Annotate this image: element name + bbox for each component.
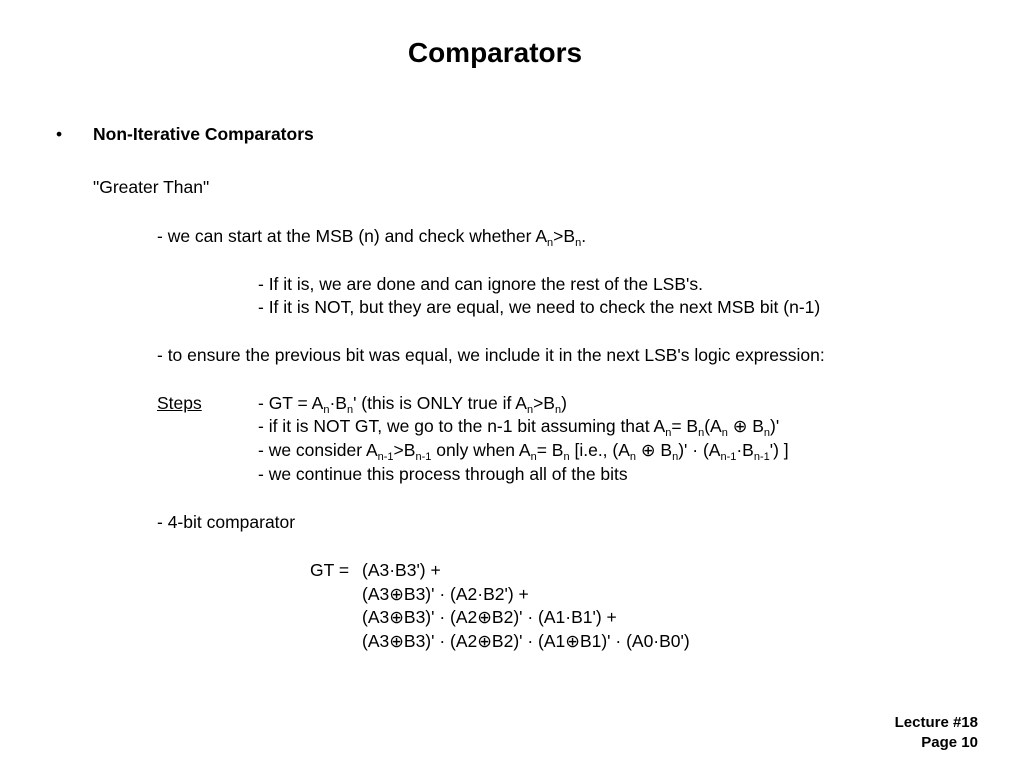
steps-label: Steps	[157, 393, 202, 413]
equation-term-1: (A3·B3') +	[362, 560, 441, 580]
line-if-it-is: - If it is, we are done and can ignore the rest of the LSB's.	[258, 274, 703, 294]
footer-page: Page 10	[921, 734, 978, 751]
line-4bit-comparator: - 4-bit comparator	[157, 512, 296, 532]
bullet: •	[56, 124, 63, 144]
step-1: - GT = $A_n\cdot B_n'$ (this is ONLY true if $A_n>B_n$)	[258, 393, 567, 416]
step-4: - we continue this process through all of the bits	[258, 464, 628, 484]
gt-label: GT =	[310, 560, 350, 580]
equation-term-3: (A3⊕B3)' · (A2⊕B2)' · (A1·B1') +	[362, 607, 617, 627]
slide-title: Comparators	[407, 37, 583, 68]
line-if-not: - If it is NOT, but they are equal, we need to check the next MSB bit (n-1)	[258, 297, 821, 317]
section-heading: Non-Iterative Comparators	[93, 124, 314, 144]
step-3: - we consider $A_{n-1}>B_{n-1}$ only when $A_n= B_n$ [i.e., ($A_n$ ⊕ $B_n)' \cdot (A_{n-1}\cdot B_{n-1}')$ ]	[258, 440, 789, 463]
line-ensure-previous: - to ensure the previous bit was equal, we include it in the next LSB's logic expression:	[157, 345, 825, 365]
footer-lecture: Lecture #18	[894, 714, 978, 731]
line-msb-check: - we can start at the MSB (n) and check whether $A_n>B_n$.	[157, 226, 587, 249]
step-2: - if it is NOT GT, we go to the n-1 bit assuming that $A_n= B_n(A_n$ ⊕ $B_n)'$	[258, 416, 780, 439]
subheading-greater-than: "Greater Than"	[93, 177, 210, 197]
equation-term-4: (A3⊕B3)' · (A2⊕B2)' · (A1⊕B1)' · (A0·B0')	[362, 631, 690, 651]
equation-term-2: (A3⊕B3)' · (A2·B2') +	[362, 584, 529, 604]
